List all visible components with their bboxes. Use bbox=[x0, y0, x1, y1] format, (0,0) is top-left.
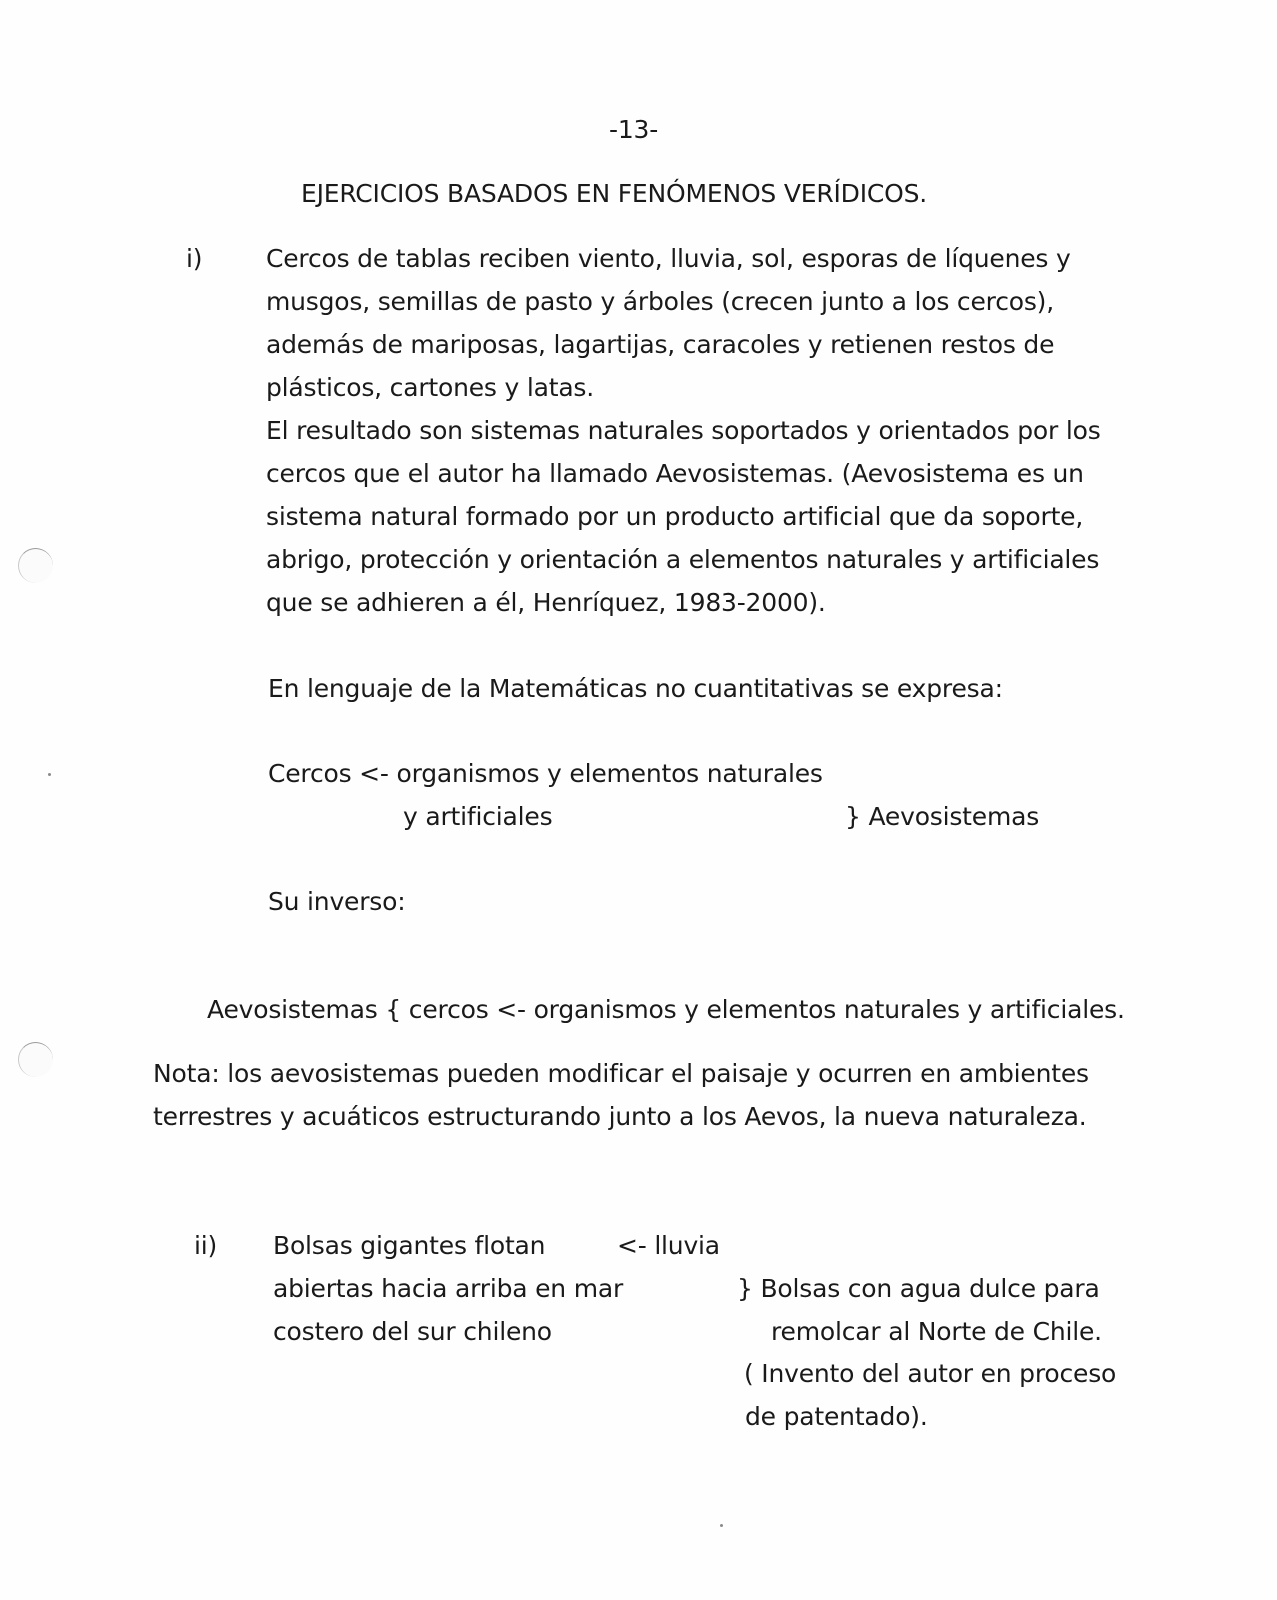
inverse-label: Su inverso: bbox=[268, 887, 406, 916]
expression-result: } Aevosistemas bbox=[845, 802, 1040, 831]
note-line: terrestres y acuáticos estructurando junto a los Aevos, la nueva naturaleza. bbox=[153, 1102, 1087, 1131]
punch-hole-bottom bbox=[18, 1042, 53, 1077]
text-line: El resultado son sistemas naturales soportados y orientados por los bbox=[266, 416, 1101, 445]
text-line: Bolsas gigantes flotan bbox=[273, 1231, 546, 1260]
page-number: -13- bbox=[609, 115, 659, 144]
text-line: que se adhieren a él, Henríquez, 1983-2000). bbox=[266, 588, 826, 617]
exercise-i-label: i) bbox=[186, 244, 203, 273]
expression-line-1: Cercos <- organismos y elementos naturales bbox=[268, 759, 823, 788]
text-line: } Bolsas con agua dulce para bbox=[737, 1274, 1100, 1303]
inverse-expression: Aevosistemas { cercos <- organismos y elementos naturales y artificiales. bbox=[207, 995, 1125, 1024]
text-line: costero del sur chileno bbox=[273, 1317, 552, 1346]
page-title: EJERCICIOS BASADOS EN FENÓMENOS VERÍDICOS. bbox=[301, 179, 928, 208]
exercise-ii-input: <- lluvia bbox=[617, 1231, 720, 1260]
punch-hole-top bbox=[18, 548, 53, 583]
scan-speck bbox=[720, 1524, 723, 1527]
text-line: cercos que el autor ha llamado Aevosistemas. (Aevosistema es un bbox=[266, 459, 1084, 488]
text-line: abiertas hacia arriba en mar bbox=[273, 1274, 624, 1303]
text-line: plásticos, cartones y latas. bbox=[266, 373, 595, 402]
scan-speck bbox=[48, 773, 51, 776]
text-line: musgos, semillas de pasto y árboles (crecen junto a los cercos), bbox=[266, 287, 1054, 316]
exercise-ii-label: ii) bbox=[194, 1231, 218, 1260]
text-line: de patentado). bbox=[745, 1402, 928, 1431]
expression-line-2: y artificiales bbox=[403, 802, 553, 831]
math-intro: En lenguaje de la Matemáticas no cuantitativas se expresa: bbox=[268, 674, 1003, 703]
text-line: abrigo, protección y orientación a elementos naturales y artificiales bbox=[266, 545, 1100, 574]
note-line: Nota: los aevosistemas pueden modificar el paisaje y ocurren en ambientes bbox=[153, 1059, 1089, 1088]
text-line: remolcar al Norte de Chile. bbox=[771, 1317, 1102, 1346]
text-line: Cercos de tablas reciben viento, lluvia, sol, esporas de líquenes y bbox=[266, 244, 1071, 273]
text-line: ( Invento del autor en proceso bbox=[744, 1359, 1117, 1388]
text-line: sistema natural formado por un producto artificial que da soporte, bbox=[266, 502, 1084, 531]
text-line: además de mariposas, lagartijas, caracoles y retienen restos de bbox=[266, 330, 1055, 359]
